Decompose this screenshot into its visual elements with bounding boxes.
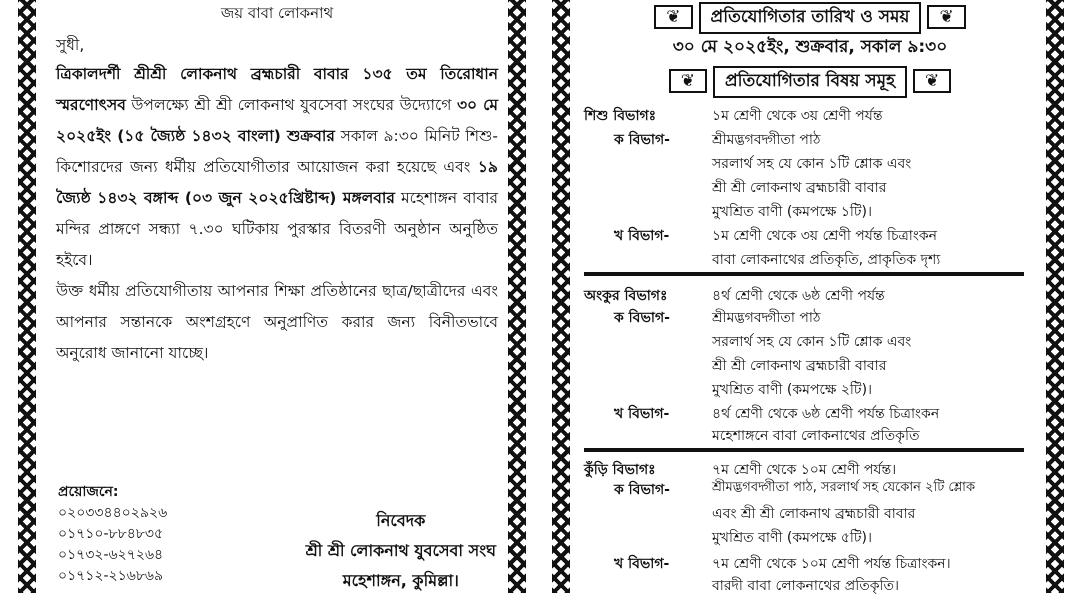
ornament-icon: ❦ bbox=[927, 5, 965, 29]
prize-date: ১৯ জ্যৈষ্ঠ ১৪৩২ বঙ্গাব্দ (০৩ জুন ২০২৫খ্রিষ্টাব্দ) মঙ্গলবার bbox=[56, 158, 498, 207]
para-text: সকাল ৯:৩০ মিনিট শিশু-কিশোরদের জন্য ধর্মীয় প্রতিযোগীতার আয়োজন করা হয়েছে এবং bbox=[56, 127, 498, 176]
section-line: মুখশ্রিত বাণী (কমপক্ষে ২টি)। bbox=[712, 382, 873, 398]
salutation: সুধী, bbox=[56, 36, 85, 54]
section-line: মহেশাঙ্গনে বাবা লোকনাথের প্রতিকৃতি bbox=[712, 428, 920, 444]
section-ka-label: ক বিভাগ- bbox=[614, 482, 670, 498]
section-line: বারদী বাবা লোকনাথের প্রতিকৃতি। bbox=[712, 578, 900, 594]
section-line: শ্রী শ্রী লোকনাথ ব্রহ্মচারী বাবার bbox=[712, 180, 887, 196]
ornament-icon: ❦ bbox=[913, 69, 951, 93]
group-label: কুঁড়ি বিভাগঃ bbox=[584, 462, 656, 478]
sign-place: মহেশাঙ্গন, কুমিল্লা। bbox=[342, 571, 459, 590]
phone-number: ০১৭১২-২১৬৮৬৯ bbox=[58, 568, 164, 584]
phone-number: ০২০৩৩৪৪০২৯২৬ bbox=[58, 505, 168, 521]
section-line: শ্রী শ্রী লোকনাথ ব্রহ্মচারী বাবার bbox=[712, 358, 887, 374]
group-label: শিশু বিভাগঃ bbox=[584, 108, 657, 124]
ornament-icon: ❦ bbox=[654, 5, 692, 29]
invitation-paragraph bbox=[56, 59, 498, 276]
invitation-panel bbox=[56, 0, 498, 593]
section-line: বাবা লোকনাথের প্রতিকৃতি, প্রাকৃতিক দৃশ্য bbox=[712, 252, 941, 268]
section-ka-label: ক বিভাগ- bbox=[614, 132, 670, 148]
contact-list bbox=[58, 482, 167, 587]
section-line: শ্রীমদ্ভগবদ্গীতা পাঠ, সরলার্থ সহ যেকোন ২টি শ্লোক bbox=[712, 480, 976, 495]
topics-title bbox=[584, 66, 1036, 98]
sign-label: নিবেদক bbox=[376, 511, 426, 530]
topics-title-text: প্রতিযোগিতার বিষয় সমূহ bbox=[713, 66, 907, 98]
date-value: ৩০ মে ২০২৫ইং, শুক্রবার, সকাল ৯:৩০ bbox=[672, 37, 948, 57]
signature-block bbox=[306, 506, 496, 596]
competition-panel bbox=[584, 0, 1036, 593]
invocation-header: জয় বাবা লোকনাথ bbox=[220, 4, 334, 22]
section-line: ৪র্থ শ্রেণী থেকে ৬ষ্ঠ শ্রেণী পর্যন্ত চিত্রাংকন bbox=[712, 406, 940, 422]
section-kha-label: খ বিভাগ- bbox=[614, 228, 670, 244]
group-label: অংকুর বিভাগঃ bbox=[584, 288, 668, 304]
section-line: মুখশ্রিত বাণী (কমপক্ষে ১টি)। bbox=[712, 204, 873, 220]
phone-number: ০১৭৩২-৬২৭২৬৪ bbox=[58, 547, 164, 563]
section-line: সরলার্থ সহ যে কোন ১টি শ্লোক এবং bbox=[712, 334, 912, 350]
contact-label: প্রয়োজনে: bbox=[58, 484, 119, 500]
divider bbox=[584, 448, 1024, 452]
section-ka-label: ক বিভাগ- bbox=[614, 310, 670, 326]
group-range: ৭ম শ্রেণী থেকে ১০ম শ্রেণী পর্যন্ত। bbox=[712, 462, 897, 478]
section-line: ১ম শ্রেণী থেকে ৩য় শ্রেণী পর্যন্ত চিত্রাংকন bbox=[712, 228, 938, 244]
section-kha-label: খ বিভাগ- bbox=[614, 556, 670, 572]
decorative-border-right bbox=[1046, 0, 1064, 593]
date-title bbox=[584, 2, 1036, 34]
sign-org: শ্রী শ্রী লোকনাথ যুবসেবা সংঘ bbox=[305, 541, 496, 560]
group-range: ১ম শ্রেণী থেকে ৩য় শ্রেণী পর্যন্ত bbox=[712, 108, 883, 124]
phone-number: ০১৭১০-৮৮৪৮৩৫ bbox=[58, 526, 164, 542]
footer bbox=[56, 482, 498, 593]
para-text: উপলক্ষ্যে শ্রী শ্রী লোকনাথ যুবসেবা সংঘের উদ্যোগে bbox=[125, 96, 457, 114]
decorative-border-middle-left bbox=[508, 0, 526, 593]
decorative-border-left bbox=[18, 0, 36, 593]
ornament-icon: ❦ bbox=[669, 69, 707, 93]
section-line: শ্রীমদ্ভগবদ্গীতা পাঠ bbox=[712, 132, 821, 148]
para-text: মহেশাঙ্গন বাবার মন্দির প্রাঙ্গণে সন্ধ্যা ৭.৩০ ঘটিকায় পুরস্কার বিতরণী অনুষ্ঠান অনুষ্ঠিত হইবে। bbox=[56, 189, 498, 269]
decorative-border-middle-right bbox=[552, 0, 570, 593]
section-line: শ্রীমদ্ভগবদ্গীতা পাঠ bbox=[712, 310, 821, 326]
section-line: ৭ম শ্রেণী থেকে ১০ম শ্রেণী পর্যন্ত চিত্রাংকন। bbox=[712, 556, 951, 572]
request-paragraph: উক্ত ধর্মীয় প্রতিযোগীতায় আপনার শিক্ষা প্রতিষ্ঠানের ছাত্র/ছাত্রীদের এবং আপনার সন্তানকে অংশগ্রহণে অনুপ্রাণিত করার জন্য বিনীতভাবে অনুরোধ জানানো যাচ্ছে। bbox=[56, 282, 498, 362]
section-line: এবং শ্রী শ্রী লোকনাথ ব্রহ্মচারী বাবার bbox=[712, 506, 916, 522]
date-title-text: প্রতিযোগিতার তারিখ ও সময় bbox=[699, 2, 922, 34]
section-line: মুখশ্রিত বাণী (কমপক্ষে ৫টি)। bbox=[712, 530, 873, 546]
event-name: ত্রিকালদর্শী শ্রীশ্রী লোকনাথ ব্রহ্মচারী বাবার ১৩৫ তম তিরোধান স্মরণোৎসব bbox=[56, 65, 498, 114]
divider bbox=[584, 272, 1024, 276]
section-kha-label: খ বিভাগ- bbox=[614, 406, 670, 422]
section-line: সরলার্থ সহ যে কোন ১টি শ্লোক এবং bbox=[712, 156, 912, 172]
group-range: ৪র্থ শ্রেণী থেকে ৬ষ্ঠ শ্রেণী পর্যন্ত bbox=[712, 288, 885, 304]
competition-date: ৩০ মে ২০২৫ইং (১৫ জ্যৈষ্ঠ ১৪৩২ বাংলা) শুক্রবার bbox=[56, 96, 498, 145]
